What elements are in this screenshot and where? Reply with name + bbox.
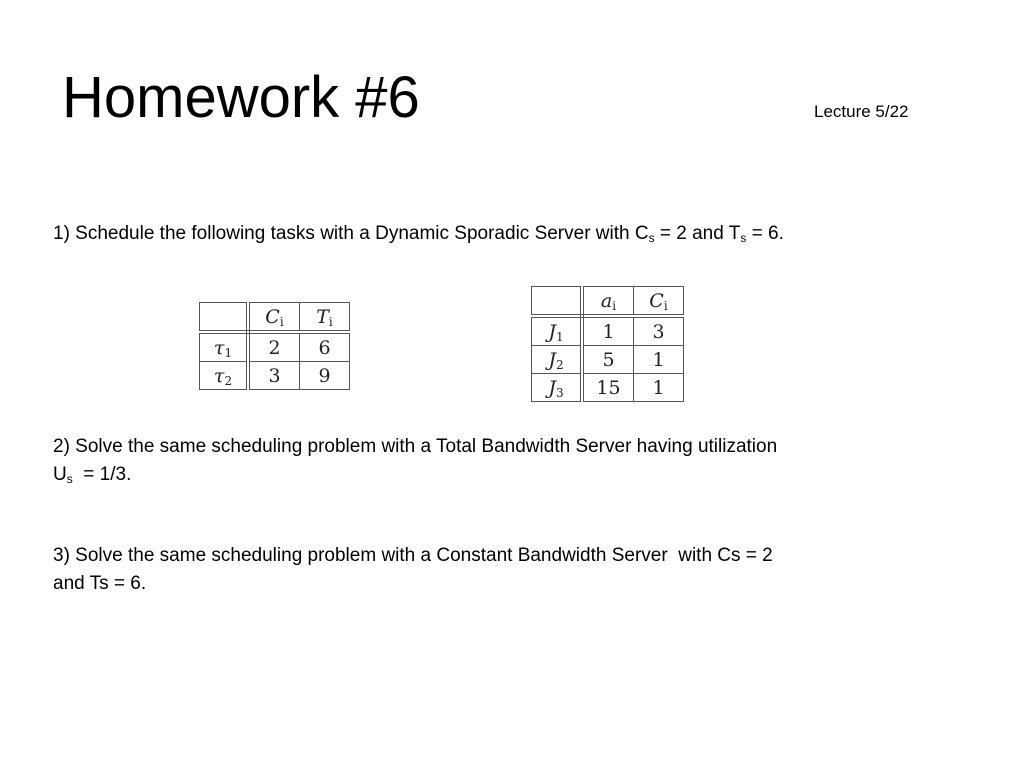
table-cell: 5 (582, 346, 634, 374)
table-row (200, 362, 350, 390)
corner-cell (200, 303, 249, 333)
problem-1-text-a: 1) Schedule the following tasks with a Dynamic Sporadic Server with C (53, 223, 649, 244)
problem-1 (53, 220, 953, 248)
row-symbol: τ (213, 336, 225, 359)
row-subscript: 3 (555, 385, 564, 400)
problem-2-line-1: 2) Solve the same scheduling problem with a Total Bandwidth Server having utilization (53, 436, 778, 457)
table-header-row (200, 303, 350, 333)
row-header (532, 346, 583, 374)
problem-3 (53, 542, 953, 598)
column-header (248, 303, 300, 333)
column-subscript: i (663, 298, 668, 313)
row-symbol: τ (213, 364, 225, 387)
row-symbol: J (548, 348, 556, 371)
problem-3-line-1: 3) Solve the same scheduling problem with a Constant Bandwidth Server with Cs = 2 (53, 545, 773, 566)
row-subscript: 2 (224, 373, 233, 388)
column-header (300, 303, 350, 333)
table-cell: 1 (582, 316, 634, 346)
table-cell: 2 (248, 332, 300, 362)
table-cell: 3 (248, 362, 300, 390)
problem-1-sub-b: s (740, 231, 747, 245)
column-header (634, 287, 684, 317)
column-header (582, 287, 634, 317)
problem-1-sub-a: s (648, 231, 655, 245)
table-row (532, 346, 684, 374)
row-header (532, 374, 583, 402)
table-cell: 1 (634, 374, 684, 402)
table-cell: 15 (582, 374, 634, 402)
row-subscript: 1 (555, 329, 564, 344)
problem-1-text-c: = 6. (746, 223, 784, 244)
table-row (532, 316, 684, 346)
table-cell: 9 (300, 362, 350, 390)
table-cell: 6 (300, 332, 350, 362)
problem-2-text-b: = 1/3. (72, 464, 132, 485)
page-title: Homework #6 (62, 65, 420, 130)
corner-cell (532, 287, 583, 317)
problem-2-text-a: U (53, 464, 67, 485)
tasks-table (199, 302, 350, 390)
jobs-table (531, 286, 684, 402)
table-cell: 1 (634, 346, 684, 374)
row-header (532, 316, 583, 346)
row-header (200, 332, 249, 362)
row-symbol: J (548, 376, 556, 399)
column-subscript: i (279, 314, 284, 329)
problem-2 (53, 433, 953, 489)
table-cell: 3 (634, 316, 684, 346)
table-row (532, 374, 684, 402)
row-header (200, 362, 249, 390)
column-subscript: i (612, 298, 617, 313)
table-header-row (532, 287, 684, 317)
row-symbol: J (548, 320, 556, 343)
column-subscript: i (328, 314, 333, 329)
column-symbol: T (316, 305, 329, 328)
column-symbol: C (265, 305, 280, 328)
problem-3-line-2: and Ts = 6. (53, 573, 147, 594)
row-subscript: 1 (224, 345, 233, 360)
row-subscript: 2 (555, 357, 564, 372)
column-symbol: C (649, 289, 664, 312)
lecture-label: Lecture 5/22 (814, 102, 909, 121)
problem-1-text-b: = 2 and T (654, 223, 741, 244)
problem-2-sub-a: s (66, 472, 73, 486)
column-symbol: a (600, 289, 613, 312)
table-row (200, 332, 350, 362)
